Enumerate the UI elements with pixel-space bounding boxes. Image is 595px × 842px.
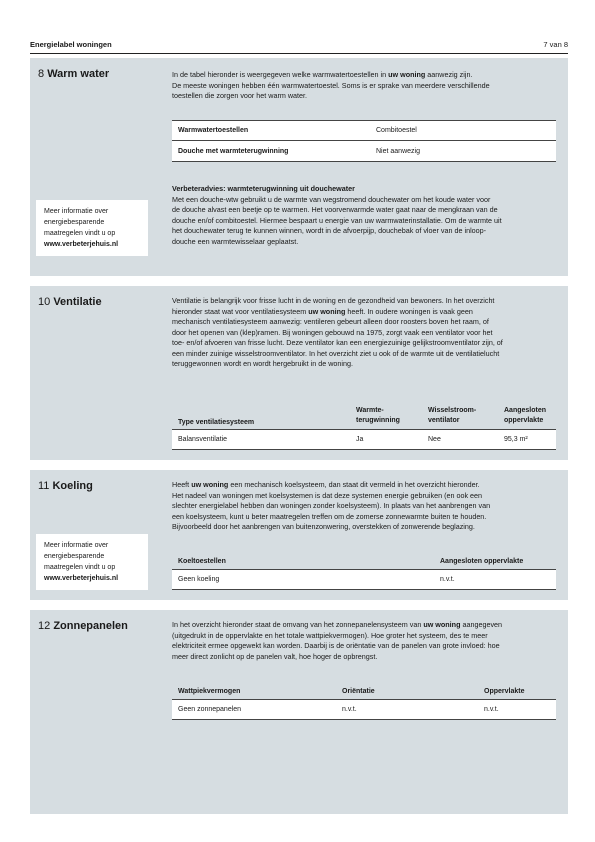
section-intro: In het overzicht hieronder staat de omvang van het zonnepanelensysteem van uw woning aangegeven (uitgedrukt in de oppervlakte en het totale wattpiekvermogen). Hoe groter het systeem, des te meer elektriciteit ermee opgewekt kan worden. Daarbij is de oriëntatie van de panelen van grote invloed: hoe meer direct zonlicht op de panelen valt, hoe hoger de opbrengst. <box>172 620 503 661</box>
solar-table <box>172 684 556 720</box>
section-title: 11 Koeling <box>38 480 93 492</box>
page-number: 7 van 8 <box>543 40 568 49</box>
header-divider <box>30 53 568 54</box>
table-header: Wattpiekvermogen Oriëntatie Oppervlakte <box>172 684 556 700</box>
table-row: Warmwatertoestellen Combitoestel <box>172 120 556 141</box>
table-row: Geen zonnepanelen n.v.t. n.v.t. <box>172 700 556 720</box>
section-ventilation <box>30 286 568 460</box>
table-header: Type ventilatiesysteem Warmte- terugwinning Wisselstroom- ventilator Aangesloten oppervlakte <box>172 402 556 430</box>
section-intro: In de tabel hieronder is weergegeven welke warmwatertoestellen in uw woning aanwezig zijn. De meeste woningen hebben één warmwatertoestel. Soms is er sprake van meerdere verschillende toestellen die zorgen voor het warm water. <box>172 70 490 100</box>
section-title <box>38 68 109 80</box>
section-warm-water <box>30 58 568 276</box>
section-intro: Heeft uw woning een mechanisch koelsysteem, dan staat dit vermeld in het overzicht hieronder. Het nadeel van woningen met koelsystemen is dat deze systemen energie gebruiken (en ook een slechter energielabel hebben dan woningen zonder koelsysteem). In plaats van het aanbrengen van een koelsysteem, kunt u beter maatregelen treffen om de zomerse zonnewarmte buiten te houden. Bijvoorbeeld door het aanbrengen van buitenzonwering, overstekken of zonwerende beglazing. <box>172 480 491 531</box>
page-header <box>30 40 568 54</box>
section-solar-panels <box>30 610 568 814</box>
info-box: Meer informatie over energiebesparende maatregelen vindt u op www.verbeterjehuis.nl <box>36 200 148 256</box>
warm-water-table <box>172 120 556 162</box>
ventilation-table <box>172 402 556 450</box>
section-number: 8 <box>38 68 45 80</box>
section-title: 12 Zonnepanelen <box>38 620 128 632</box>
section-cooling <box>30 470 568 600</box>
table-row: Geen koeling n.v.t. <box>172 570 556 590</box>
info-box: Meer informatie over energiebesparende maatregelen vindt u op www.verbeterjehuis.nl <box>36 534 148 590</box>
section-intro: Ventilatie is belangrijk voor frisse lucht in de woning en de gezondheid van bewoners. In het overzicht hieronder staat wat voor ventilatiesysteem uw woning heeft. In oudere woningen is vaak geen mechanisch ventilatiesysteem aanwezig: ventileren gebeurt alleen door roosters boven het raam, of door het openen van (klep)ramen. Bij woningen gebouwd na 1975, zorgt vaak een ventilator voor het toe- en/of afvoeren van frisse lucht. Deze ventilator kan een energiezuinige gelijkstroomventilator zijn, of een minder zuinige wisselstroomventilator. In het overzicht ziet u ook of de warmte uit de ventilatielucht teruggewonnen wordt en wordt hergebruikt in de woning. <box>172 296 503 368</box>
table-header: Koeltoestellen Aangesloten oppervlakte <box>172 554 556 570</box>
info-link[interactable]: www.verbeterjehuis.nl <box>44 575 119 582</box>
cooling-table <box>172 554 556 590</box>
info-link[interactable]: www.verbeterjehuis.nl <box>44 241 119 248</box>
section-heading: Warm water <box>47 68 110 80</box>
table-row: Douche met warmteterugwinning Niet aanwezig <box>172 141 556 162</box>
document-title: Energielabel woningen <box>30 40 112 49</box>
section-title: 10 Ventilatie <box>38 296 102 308</box>
advice-text: Verbeteradvies: warmteterugwinning uit douchewater Met een douche-wtw gebruikt u de warmte van wegstromend douchewater om het koude water voor de douche alvast een beetje op te warmen. Het voorverwarmde water gaat naar de mengkraan van de douche en/of combitoestel. Hiermee bespaart u energie van uw warmwaterinstallatie. Om de warmte uit het douchewater terug te kunnen winnen, wordt in de afvoerpijp, douchebak of vloer van de inloop- douche een warmtewisselaar geplaatst. <box>172 184 502 246</box>
table-row: Balansventilatie Ja Nee 95,3 m² <box>172 430 556 450</box>
